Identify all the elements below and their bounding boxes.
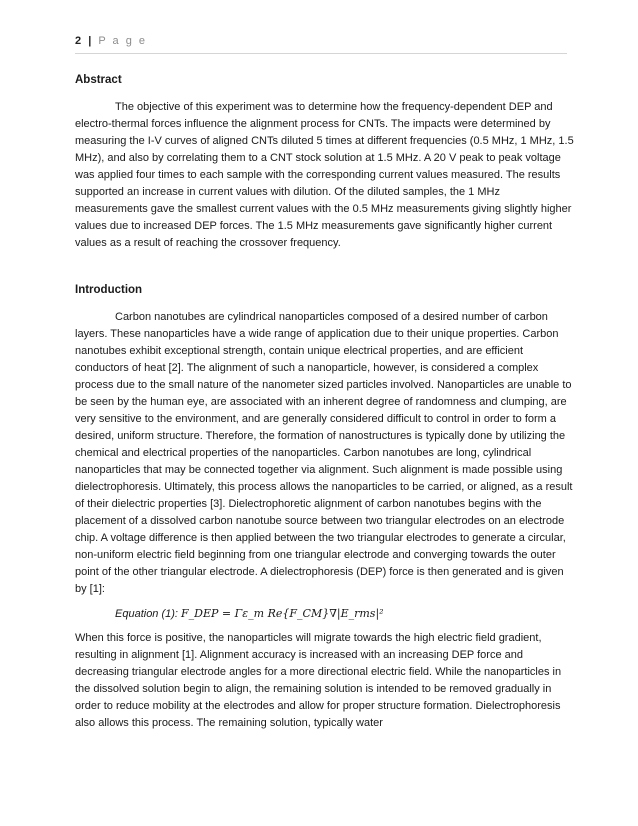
abstract-paragraph: The objective of this experiment was to determine how the frequency-dependent DEP and electro-thermal forces influence the alignment process for CNTs. The impacts were determined by measuring the I-V curves of aligned CNTs diluted 5 times at different frequencies (0.5 MHz, 1 MHz, 1.5 MHz), and also by correlating them to a CNT stock solution at 1.5 MHz. A 20 V peak to peak voltage was applied four times to each sample with the corresponding current values measured. The results supported an increase in current values with dilution. Of the diluted samples, the 1 MHz measurements gave the smallest current values with the 0.5 MHz measurements giving slightly higher values due to increased DEP forces. The 1.5 MHz measurements gave significantly higher current values as a result of reaching the crossover frequency. [75, 101, 574, 249]
equation-1 [115, 605, 575, 623]
page-number: 2 [75, 35, 82, 47]
equation-label: Equation (1): [115, 608, 178, 620]
header-separator: | [88, 35, 92, 47]
abstract-section [75, 72, 575, 252]
introduction-heading: Introduction [75, 284, 143, 296]
abstract-heading: Abstract [75, 74, 122, 86]
page-label: P a g e [98, 35, 147, 47]
introduction-section [75, 282, 575, 732]
introduction-paragraph: Carbon nanotubes are cylindrical nanoparticles composed of a desired number of carbon layers. These nanoparticles have a wide range of application due to their unique properties. Carbon nanotubes exhibit exceptional strength, contain unique electrical properties, and are efficient conductors of heat [2]. The alignment of such a nanoparticle, however, is considered a complex process due to the small nature of the nanometer sized particles involved. Nanoparticles are unable to be seen by the human eye, are associated with an inherent degree of randomness and clumping, are very sensitive to the environment, and are generally considered difficult to control in order to form a desired, uniform structure. Therefore, the formation of nanostructures is typically done by utilizing the chemical and electrical properties of the nanoparticles. Carbon nanotubes are long, cylindrical nanoparticles that may be connected together via alignment. Such alignment is made possible using dielectrophoresis. Ultimately, this process allows the nanoparticles to be carried, or aligned, as a result of their dielectric properties [3]. Dielectrophoretic alignment of carbon nanotubes begins with the placement of a dissolved carbon nanotube source between two triangular electrodes on an electrode chip. A voltage difference is then applied between the two triangular electrodes to generate a circular, non-uniform electric field beginning from one triangular electrode and converging towards the outer point of the other triangular electrode. A dielectrophoresis (DEP) force is then generated and is given by [1]: [75, 311, 573, 595]
introduction-paragraph-continued: When this force is positive, the nanoparticles will migrate towards the high electric field gradient, resulting in alignment [1]. Alignment accuracy is increased with an increasing DEP force and decreasing triangular electrode angles for a more directional electric field. While the nanoparticles in the dissolved solution begin to align, the remaining solution is intended to be removed gradually in order to reduce mobility at the electrodes and allow for proper structure formation. Dielectrophoresis also allows this process. The remaining solution, typically water [75, 632, 562, 729]
equation-formula: F_DEP = Γε_m Re{F_CM}∇|E_rms|² [181, 607, 384, 620]
page-header [75, 35, 567, 54]
section-spacer [75, 252, 575, 282]
document-body [75, 72, 575, 732]
